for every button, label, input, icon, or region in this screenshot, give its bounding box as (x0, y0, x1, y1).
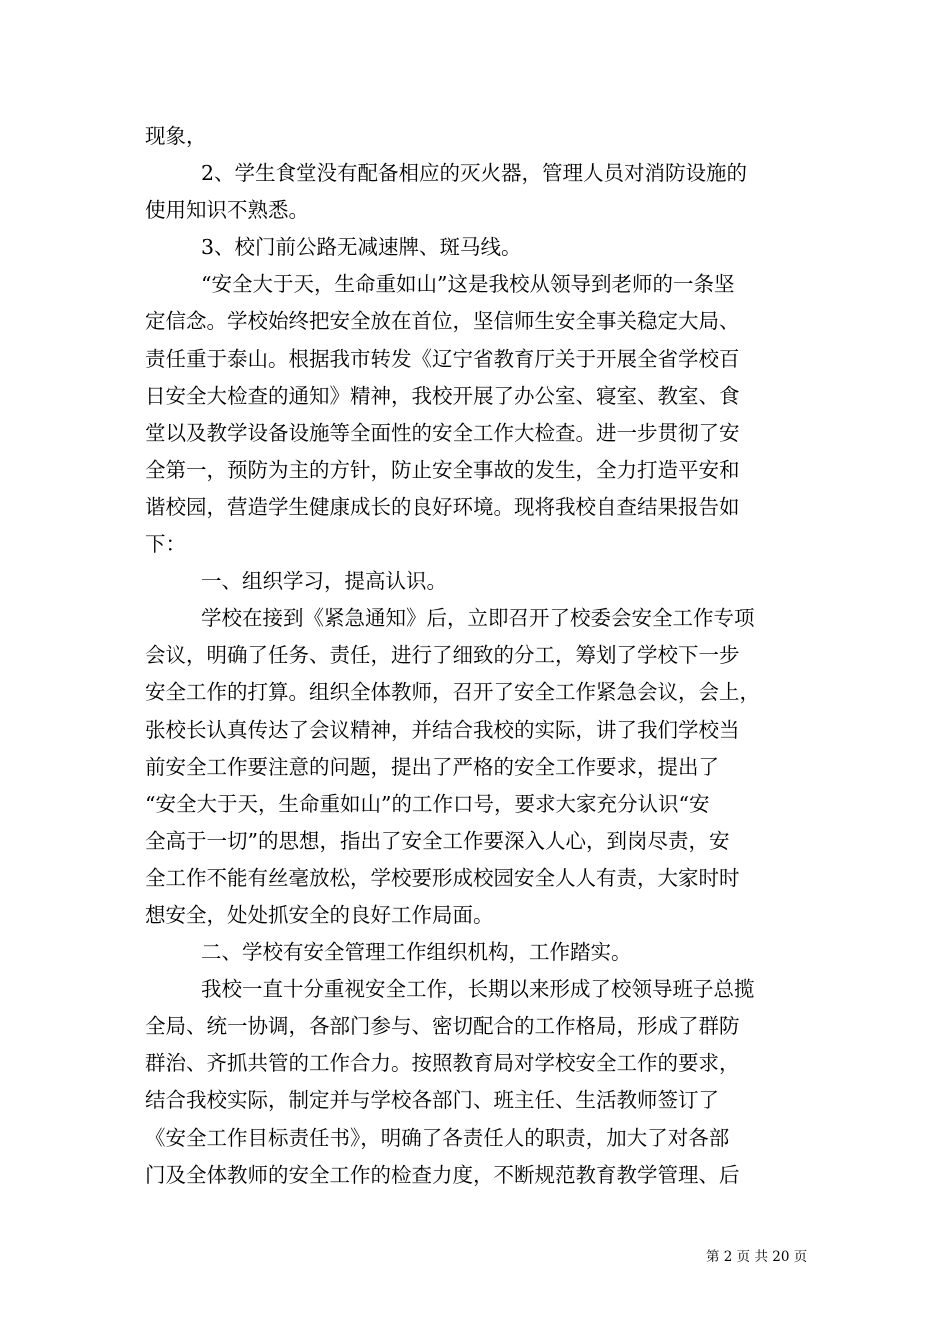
text-line: 全高于一切”的思想，指出了安全工作要深入人心，到岗尽责，安 (145, 828, 730, 853)
text-line: “安全大于天，生命重如山”这是我校从领导到老师的一条坚 (201, 272, 735, 297)
text-line: 门及全体教师的安全工作的检查力度，不断规范教育教学管理、后 (145, 1162, 740, 1187)
text-line: 全第一，预防为主的方针，防止安全事故的发生，全力打造平安和 (145, 457, 740, 482)
text-line: 3、校门前公路无减速牌、斑马线。 (201, 235, 522, 260)
text-line: 使用知识不熟悉。 (145, 198, 309, 223)
document-body (145, 118, 810, 1194)
page-number: 第 2 页 共 20 页 (706, 1249, 808, 1265)
text-line: 全工作不能有丝毫放松，学校要形成校园安全人人有责，大家时时 (145, 865, 740, 890)
text-line: 前安全工作要注意的问题，提出了严格的安全工作要求，提出了 (145, 754, 719, 779)
text-line: 责任重于泰山。根据我市转发《辽宁省教育厅关于开展全省学校百 (145, 346, 740, 371)
text-line: 下： (145, 532, 186, 557)
text-line: 二、学校有安全管理工作组织机构，工作踏实。 (201, 940, 632, 965)
text-line: 群治、齐抓共管的工作合力。按照教育局对学校安全工作的要求， (145, 1051, 740, 1076)
text-line: 结合我校实际，制定并与学校各部门、班主任、生活教师签订了 (145, 1088, 719, 1113)
text-line: 堂以及教学设备设施等全面性的安全工作大检查。进一步贯彻了安 (145, 420, 740, 445)
text-line: 想安全，处处抓安全的良好工作局面。 (145, 902, 494, 927)
text-line: 安全工作的打算。组织全体教师，召开了安全工作紧急会议，会上， (145, 680, 760, 705)
text-line: “安全大于天，生命重如山”的工作口号，要求大家充分认识“安 (145, 791, 710, 816)
text-line: 学校在接到《紧急通知》后，立即召开了校委会安全工作专项 (201, 606, 755, 631)
text-line: 一、组织学习，提高认识。 (201, 569, 447, 594)
text-line: 我校一直十分重视安全工作，长期以来形成了校领导班子总揽 (201, 977, 755, 1002)
text-line: 会议，明确了任务、责任，进行了细致的分工，筹划了学校下一步 (145, 643, 740, 668)
text-line: 全局、统一协调，各部门参与、密切配合的工作格局，形成了群防 (145, 1014, 740, 1039)
text-line: 张校长认真传达了会议精神，并结合我校的实际，讲了我们学校当 (145, 717, 740, 742)
text-line: 日安全大检查的通知》精神，我校开展了办公室、寝室、教室、食 (145, 383, 740, 408)
text-line: 现象， (145, 124, 207, 148)
text-line: 谐校园，营造学生健康成长的良好环境。现将我校自查结果报告如 (145, 494, 740, 519)
text-line: 定信念。学校始终把安全放在首位，坚信师生安全事关稳定大局、 (145, 309, 740, 334)
text-line: 《安全工作目标责任书》，明确了各责任人的职责，加大了对各部 (145, 1125, 730, 1150)
text-line: 2、学生食堂没有配备相应的灭火器，管理人员对消防设施的 (201, 161, 748, 186)
